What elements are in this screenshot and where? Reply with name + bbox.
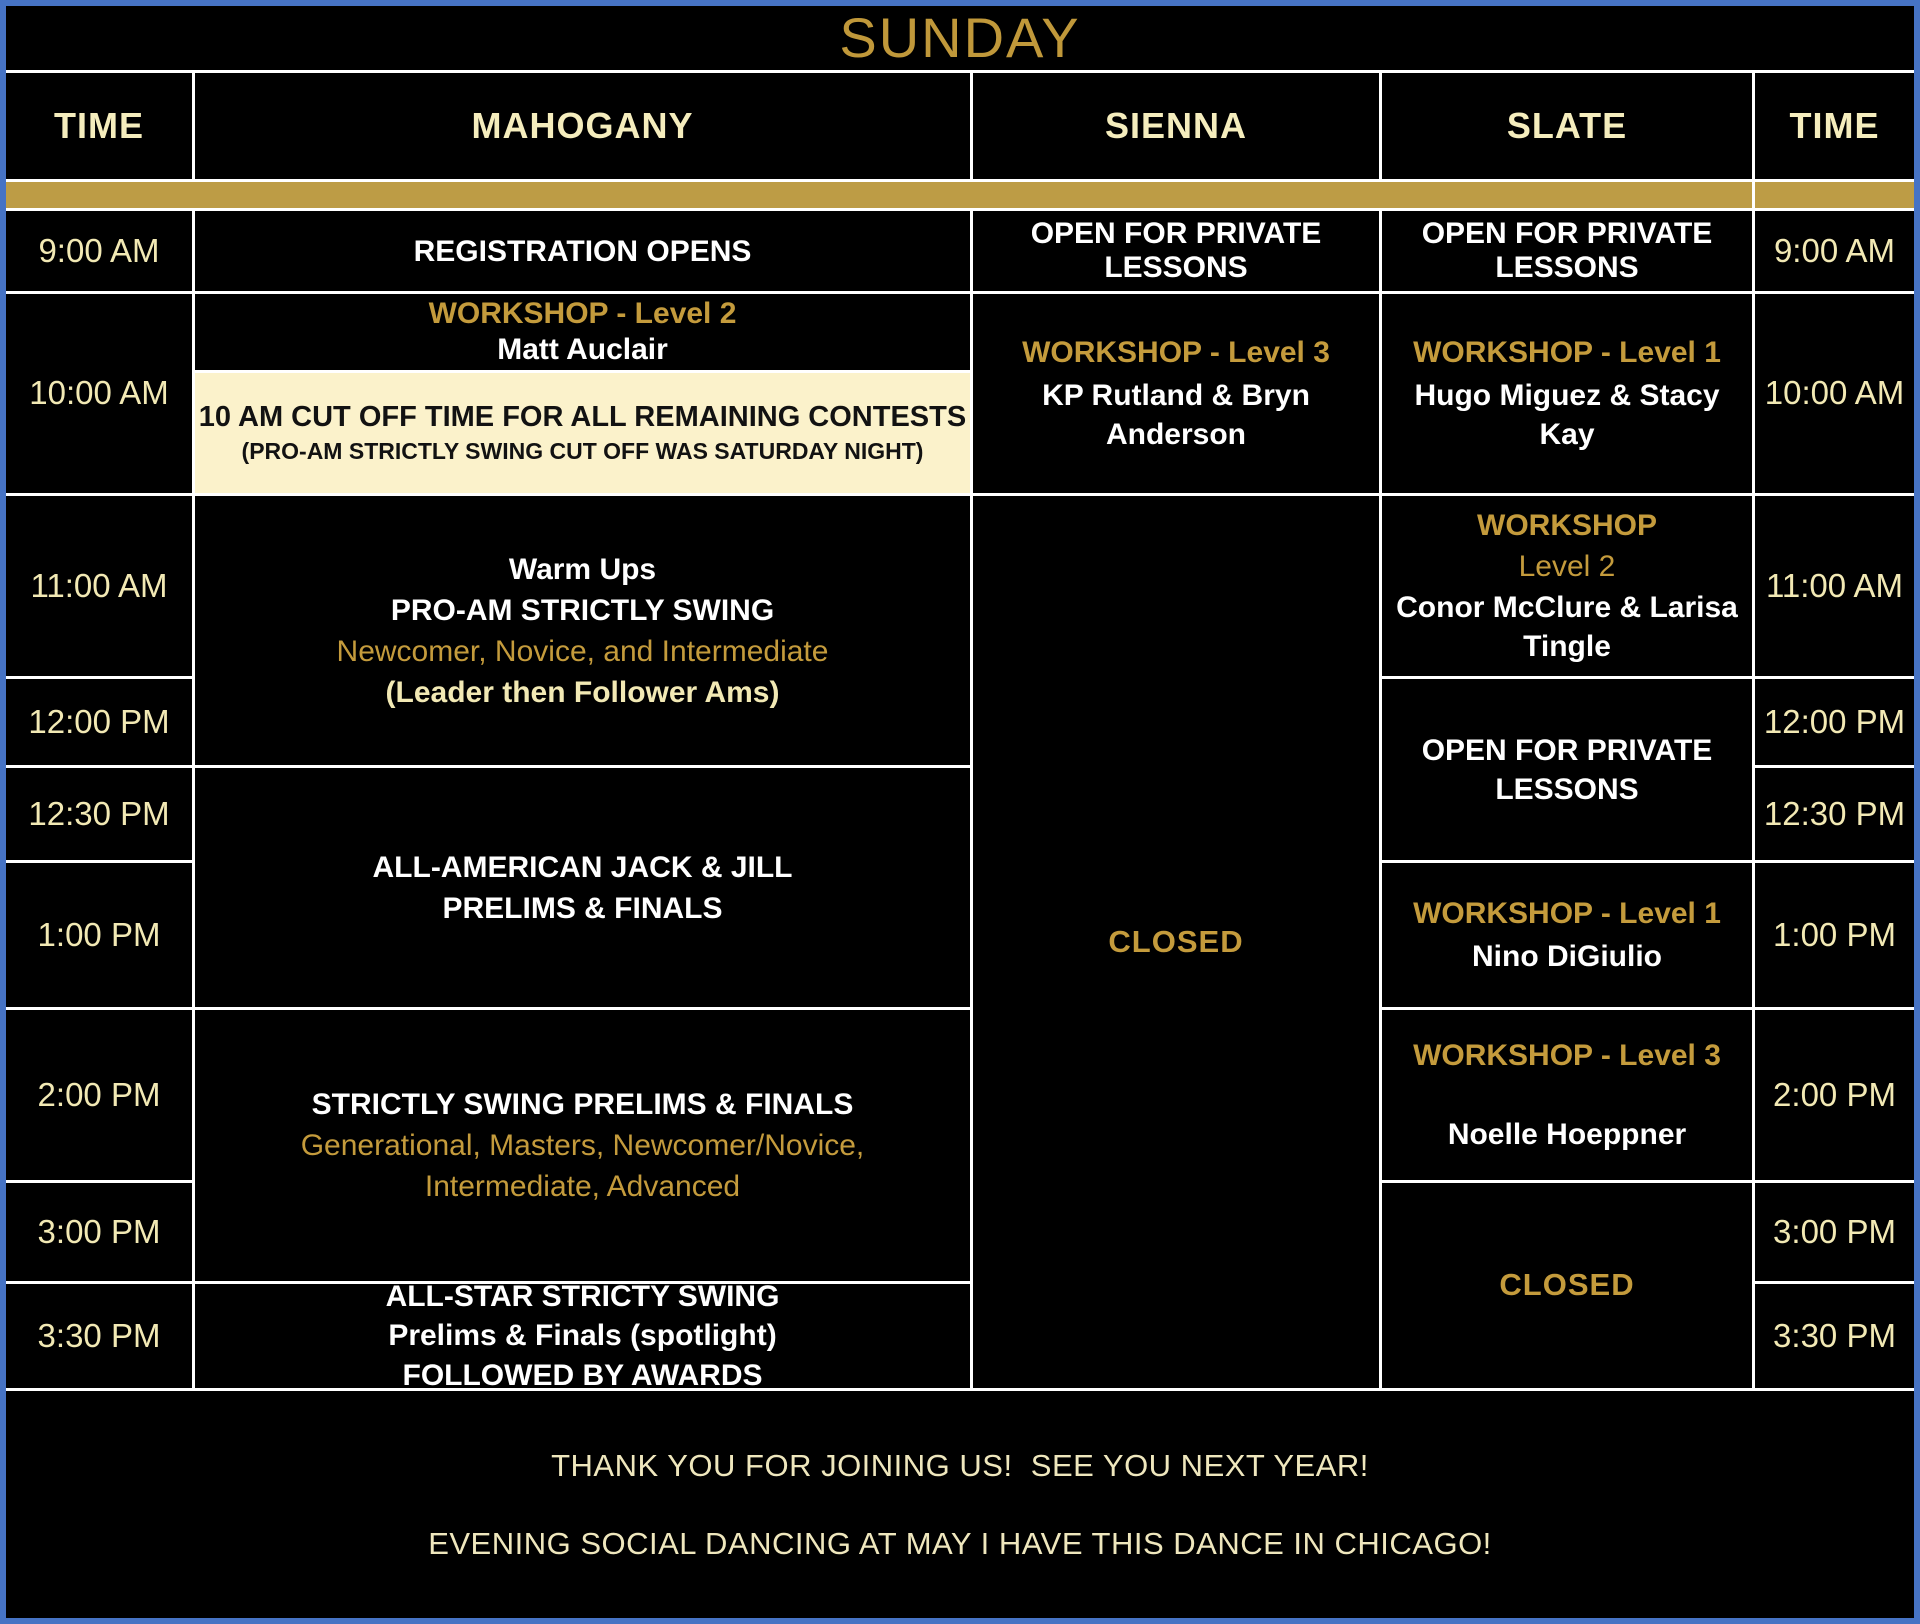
time-label: 12:30 PM bbox=[1763, 794, 1906, 832]
cell-mahogany-strictly-swing bbox=[195, 1010, 970, 1281]
time-left-1200 bbox=[6, 679, 192, 765]
event-line: Prelims & Finals (spotlight) bbox=[388, 1319, 777, 1353]
column-header-slate bbox=[1382, 73, 1752, 179]
event-line: Newcomer, Novice, and Intermediate bbox=[336, 634, 829, 668]
closed-label: CLOSED bbox=[1108, 923, 1244, 959]
column-header-mahogany bbox=[195, 73, 970, 179]
column-header-time-right bbox=[1755, 73, 1914, 179]
event-title: OPEN FOR PRIVATE LESSONS bbox=[1421, 733, 1713, 806]
cell-sienna-workshop-level3 bbox=[973, 294, 1379, 493]
instructor-name: Matt Auclair bbox=[497, 333, 668, 366]
time-label: 1:00 PM bbox=[37, 915, 161, 953]
time-label: 12:30 PM bbox=[28, 794, 170, 832]
cell-mahogany-cutoff-notice bbox=[195, 373, 970, 493]
time-label: 3:00 PM bbox=[1773, 1212, 1896, 1250]
column-header-time-left bbox=[6, 73, 192, 179]
header-label: TIME bbox=[1789, 104, 1880, 146]
time-label: 3:30 PM bbox=[1773, 1316, 1896, 1354]
cell-slate-workshop-level1-pm bbox=[1382, 863, 1752, 1007]
time-right-1000 bbox=[1755, 294, 1914, 493]
header-label: SLATE bbox=[1506, 104, 1628, 146]
workshop-title: WORKSHOP - Level 2 bbox=[428, 296, 737, 330]
cutoff-line1: 10 AM CUT OFF TIME FOR ALL REMAINING CONTESTS bbox=[198, 401, 967, 434]
schedule-grid bbox=[6, 6, 1914, 1391]
event-title: OPEN FOR PRIVATE LESSONS bbox=[1421, 216, 1713, 284]
instructor-name: Hugo Miguez & Stacy Kay bbox=[1414, 379, 1720, 451]
event-line: ALL-AMERICAN JACK & JILL bbox=[372, 850, 793, 884]
time-right-900 bbox=[1755, 211, 1914, 291]
gold-divider-bar bbox=[6, 182, 1752, 208]
header-label: SIENNA bbox=[1104, 104, 1248, 146]
column-header-sienna bbox=[973, 73, 1379, 179]
event-title: OPEN FOR PRIVATE LESSONS bbox=[1030, 216, 1322, 284]
time-label: 12:00 PM bbox=[1763, 702, 1906, 740]
time-left-100 bbox=[6, 863, 192, 1007]
time-label: 9:00 AM bbox=[38, 231, 160, 269]
time-right-1100 bbox=[1755, 496, 1914, 676]
header-label: TIME bbox=[54, 104, 144, 146]
time-left-1230 bbox=[6, 768, 192, 860]
time-label: 11:00 AM bbox=[30, 566, 168, 604]
time-left-1000 bbox=[6, 294, 192, 493]
time-label: 1:00 PM bbox=[1773, 915, 1896, 953]
footer-message-area bbox=[6, 1391, 1914, 1618]
cell-slate-workshop-level1-am bbox=[1382, 294, 1752, 493]
cell-slate-workshop-level3 bbox=[1382, 1010, 1752, 1180]
time-right-1200 bbox=[1755, 679, 1914, 765]
time-right-1230 bbox=[1755, 768, 1914, 860]
time-left-900 bbox=[6, 211, 192, 291]
event-line: (Leader then Follower Ams) bbox=[385, 675, 780, 709]
time-label: 3:30 PM bbox=[37, 1316, 161, 1354]
time-right-200 bbox=[1755, 1010, 1914, 1180]
cell-slate-open-private-noon bbox=[1382, 679, 1752, 860]
time-label: 2:00 PM bbox=[1773, 1075, 1896, 1113]
time-label: 2:00 PM bbox=[37, 1075, 161, 1113]
time-left-200 bbox=[6, 1010, 192, 1180]
cutoff-line2: (PRO-AM STRICTLY SWING CUT OFF WAS SATURDAY NIGHT) bbox=[241, 438, 924, 465]
cell-slate-workshop-level2 bbox=[1382, 496, 1752, 676]
time-left-300 bbox=[6, 1183, 192, 1281]
event-line: FOLLOWED BY AWARDS bbox=[402, 1358, 763, 1388]
time-left-330 bbox=[6, 1284, 192, 1388]
cell-mahogany-registration bbox=[195, 211, 970, 291]
cell-sienna-closed bbox=[973, 496, 1379, 1388]
time-right-300 bbox=[1755, 1183, 1914, 1281]
time-right-330 bbox=[1755, 1284, 1914, 1388]
cell-mahogany-warmups bbox=[195, 496, 970, 765]
time-right-100 bbox=[1755, 863, 1914, 1007]
event-line: PRELIMS & FINALS bbox=[442, 891, 723, 925]
day-title: SUNDAY bbox=[839, 6, 1081, 69]
cell-mahogany-allstar bbox=[195, 1284, 970, 1388]
time-label: 10:00 AM bbox=[29, 374, 169, 412]
event-line: STRICTLY SWING PRELIMS & FINALS bbox=[311, 1088, 854, 1121]
gold-divider-bar-right bbox=[1755, 182, 1914, 208]
workshop-title: WORKSHOP - Level 3 bbox=[1022, 336, 1330, 369]
workshop-title: WORKSHOP - Level 1 bbox=[1413, 897, 1721, 930]
instructor-name: Conor McClure & Larisa Tingle bbox=[1396, 591, 1738, 663]
header-label: MAHOGANY bbox=[471, 104, 694, 146]
footer-evening-social: EVENING SOCIAL DANCING AT MAY I HAVE THIS DANCE IN CHICAGO! bbox=[428, 1525, 1492, 1561]
day-title-row bbox=[6, 6, 1914, 70]
time-label: 3:00 PM bbox=[37, 1212, 161, 1250]
cell-sienna-open-private bbox=[973, 211, 1379, 291]
closed-label: CLOSED bbox=[1499, 1267, 1635, 1303]
event-title: REGISTRATION OPENS bbox=[413, 234, 752, 268]
instructor-name: Noelle Hoeppner bbox=[1447, 1118, 1687, 1151]
instructor-name: KP Rutland & Bryn Anderson bbox=[1042, 379, 1310, 451]
cell-mahogany-workshop-level2 bbox=[195, 294, 970, 370]
time-label: 11:00 AM bbox=[1766, 566, 1903, 604]
time-label: 12:00 PM bbox=[28, 702, 170, 740]
time-label: 10:00 AM bbox=[1764, 374, 1905, 412]
footer-thank-you: THANK YOU FOR JOINING US! SEE YOU NEXT YEAR! bbox=[551, 1447, 1369, 1483]
workshop-title: WORKSHOP bbox=[1477, 509, 1657, 542]
workshop-title: WORKSHOP - Level 3 bbox=[1413, 1039, 1721, 1072]
cell-slate-open-private-am bbox=[1382, 211, 1752, 291]
event-line: Generational, Masters, Newcomer/Novice, bbox=[300, 1129, 865, 1162]
cell-mahogany-jack-and-jill bbox=[195, 768, 970, 1007]
event-line: ALL-STAR STRICTY SWING bbox=[385, 1284, 780, 1313]
instructor-name: Nino DiGiulio bbox=[1472, 940, 1662, 973]
event-line: PRO-AM STRICTLY SWING bbox=[390, 593, 775, 627]
workshop-level: Level 2 bbox=[1518, 550, 1616, 583]
event-line: Intermediate, Advanced bbox=[424, 1170, 741, 1203]
workshop-title: WORKSHOP - Level 1 bbox=[1413, 336, 1721, 369]
event-line: Warm Ups bbox=[508, 552, 657, 586]
cell-slate-closed bbox=[1382, 1183, 1752, 1388]
time-left-1100 bbox=[6, 496, 192, 676]
time-label: 9:00 AM bbox=[1773, 231, 1896, 269]
